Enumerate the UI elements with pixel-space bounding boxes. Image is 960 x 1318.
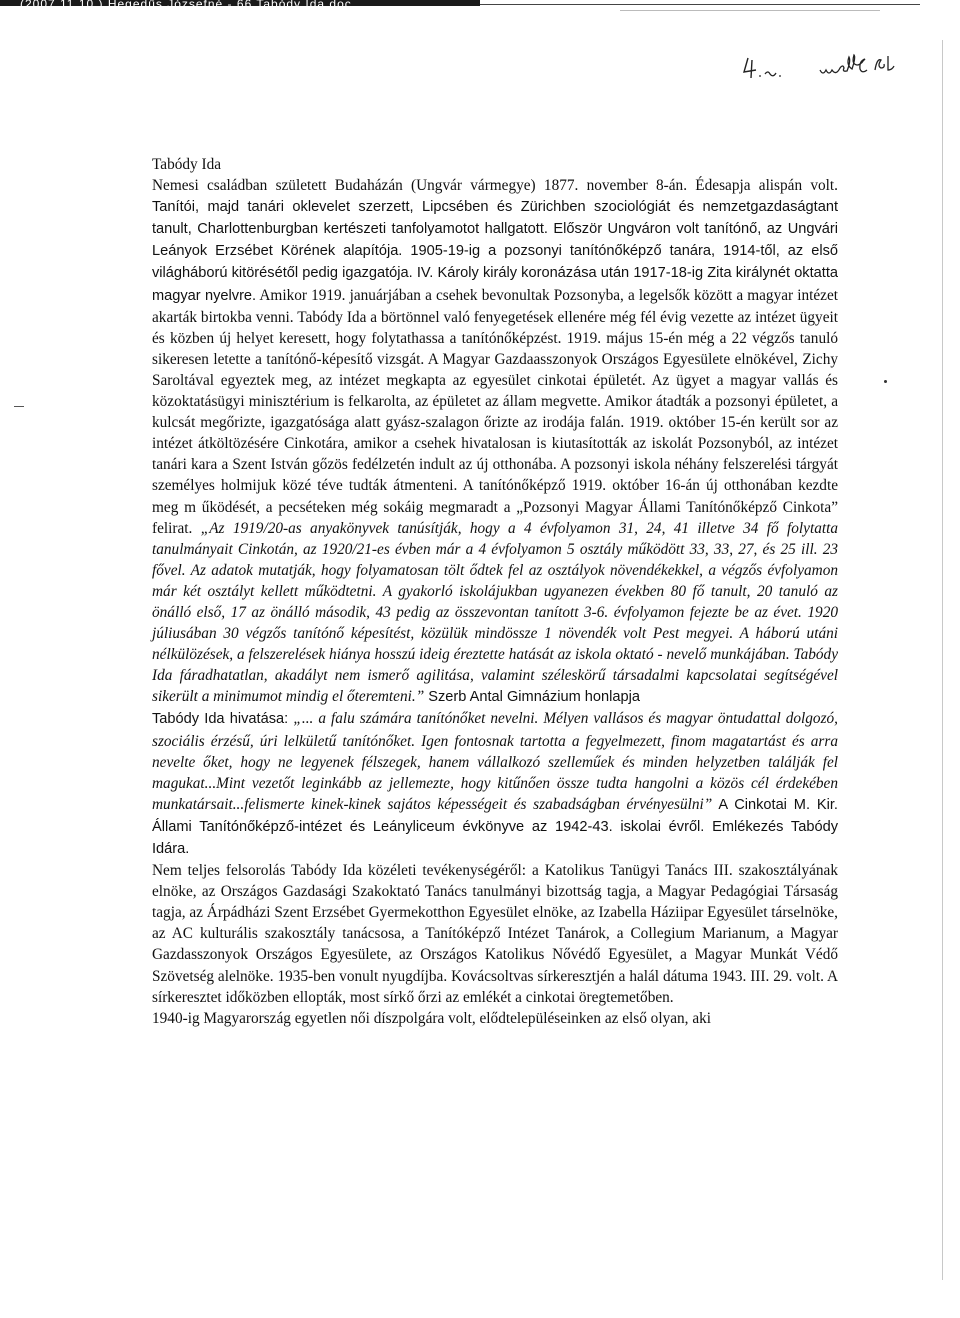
header-band: [0, 0, 480, 11]
handwritten-annotation: [740, 52, 940, 82]
vocation-source: A Cinkotai M. Kir. Állami Tanítónőképző-intézet és Leányliceum évkönyve az 1942-43. iskolai évről. Emlékezés Tabódy Idára.: [152, 796, 838, 857]
scan-speck: [884, 380, 887, 383]
biography-pozsony: 1905-19-ig a pozsonyi tanítónőképző tanára, 1914-től, az első világháború kitörésétől pedig igazgatója. IV. Károly király koronázása után 1917-18-ig Zita királynét oktatta magyar nyelvre.: [152, 243, 838, 304]
biography-source: Szerb Antal Gimnázium honlapja: [424, 689, 640, 706]
paragraph-biography: [152, 175, 838, 708]
vocation-quote: „... a falu számára tanítónőket nevelni. Mélyen vallásos és magyar öntudattal dolgozó, szociális érzésű, úri lelkületű tanítónőket. Igen fontosnak tartotta a fegyelmezett, finom magatartást és arra nevelte őket, hogy ne legyenek félszegek, hanem vállalkozó szelleműek és minden helyzetben találják fel magukat...Mint vezetőt leginkább az jellemezte, hogy kitűnően össze tudta hangolni a közös cél érdekében munkatársait...felismerte kinek-kinek sajátos képességeit és szabadságban érvényesülni”: [152, 710, 839, 813]
vocation-label: Tabódy Ida hivatása:: [152, 711, 294, 728]
biography-education: Tanítói, majd tanári oklevelet szerzett, Lipcsében és Zürichben szociológiát és nemzetgazdaságtant tanult, Charlottenburgban kertészeti tanfolyamotot hallgatott. Először Ungváron volt tanítónő, az Ungvári Leányok Erzsébet Körének alapítója.: [152, 199, 838, 260]
margin-mark: [14, 406, 24, 407]
header-rule: [480, 4, 920, 5]
biography-cinkota: Amikor 1919. januárjában a csehek bevonultak Pozsonyba, a legelsők között a magyar intézet akarták birtokba venni. Tabódy Ida a börtönnel való fenyegetések ellenére még fél évig vezette az intézet ügyeit és közben új helyet keresett, hogy folytathassa a tanítónőképzést. 1919. május 15-én még a 22 végzős tanuló sikeresen letette a tanítónő-képesítő vizsgát. A Magyar Gazdaasszonyok Országos Egyesülete elnökével, Zichy Saroltával egyeztek meg, az intézet megkapta az egyesület cinkotai épületét. Az ügyet a magyar vallás és közoktatásügyi minisztérium is felkarolta, az épületet az állam megvette. Amikor átadták a pozsonyi épületet, a kulcsát megőrizte, igazgatósága alatt gyász-szalagon őrizte az irodája falán. 1919. október 15-én került sor az intézet átköltözésére Cinkotára, amikor a csehek hivatalosan is kiutasították az iskolát Pozsonyból, az intézet tanári kara a Szent István gőzös fedélzetén indult az új otthonába. A pozsonyi iskola néhány felszerelési tárgyát személyes holmijuk közé téve tudták átmenteni. A tanítónőképző 1919. október 16-án új otthonában kezdte meg m űködését, a pecséteken még sokáig megmaradt a „Pozsonyi Magyar Állami Tanítónőképző Cinkota” felirat.: [152, 286, 838, 537]
header-cut-text: (2007.11.10.) Hegedűs Józsefné - 66 Tabódy Ida.doc: [20, 0, 352, 11]
header-rule-faint: [620, 10, 880, 11]
document-title: Tabódy Ida: [152, 156, 222, 173]
scan-header: [0, 0, 960, 10]
biography-quote: „Az 1919/20-as anyakönyvek tanúsítják, hogy a 4 évfolyamon 31, 24, 41 illetve 34 fő folytatta tanulmányait Cinkotán, az 1920/21-es évben már a 4 évfolyamon 5 osztály működött 33, 33, 27, és 25 ill. 23 fővel. Az adatok mutatják, hogy folyamatosan tölt ődtek fel az osztályok növendékekkel, a végzős évfolyamon már két osztályt kellett működtetni. A gyakorló iskolájukban ugyanezen években 80 fő tanult, 20 tanuló az önálló első, 17 az önálló második, 43 pedig az összevontan tanított 3-6. évfolyamon fejezte be az évet. 1920 júliusában 30 végzős tanítónő képesítést, közülük mindössze 1 növendék volt Pest megyei. A háború utáni nélkülözések, a felszerelések hiánya hosszú ideig éreztette hatását az iskola oktató - nevelő munkájában. Tabódy Ida fáradhatatlan, akadályt nem ismerő agilitása, valamint széleskörű társadalmi kapcsolatai segítségével sikerült a minimumot mindig el őteremteni.”: [152, 519, 838, 706]
page-edge-line: [942, 40, 943, 1280]
paragraph-honorary-citizen: 1940-ig Magyarország egyetlen női díszpolgára volt, elődtelepüléseinken az első olyan, aki: [152, 1009, 712, 1027]
paragraph-public-activity: Nem teljes felsorolás Tabódy Ida közéleti tevékenységéről: a Katolikus Tanügyi Tanács III. szakosztályának elnöke, az Országos Gazdasági Szakoktató Tanács tanulmányi bizottság tagja, a Magyar Pedagógiai Társaság tagja, az Árpádházi Szent Erzsébet Gyermekotthon Egyesület elnöke, az Izabella Háziipar Egyesület társelnöke, az AC kulturális szakosztály tanácsosa, a Tanítóképző Intézet Tanárok, a Collegium Marianum, a Magyar Gazdasszonyok Országos Egyesülete, az Országos Katolikus Nővédő Egyesület, a Magyar Munkát Védő Szövetség alelnöke. 1935-ben vonult nyugdíjba. Kovácsoltvas sírkeresztjén a halál dátuma 1943. III. 29. volt. A sírkeresztet időközben ellopták, most sírkő őrzi az emlékét a cinkotai öregtemetőben.: [152, 862, 838, 1006]
biography-intro: Nemesi családban született Budaházán (Ungvár vármegye) 1877. november 8-án. Édesapja alispán volt.: [152, 177, 838, 195]
document-body: [152, 154, 838, 1029]
handwriting-scribble: [740, 52, 940, 82]
paragraph-vocation: [152, 708, 838, 860]
